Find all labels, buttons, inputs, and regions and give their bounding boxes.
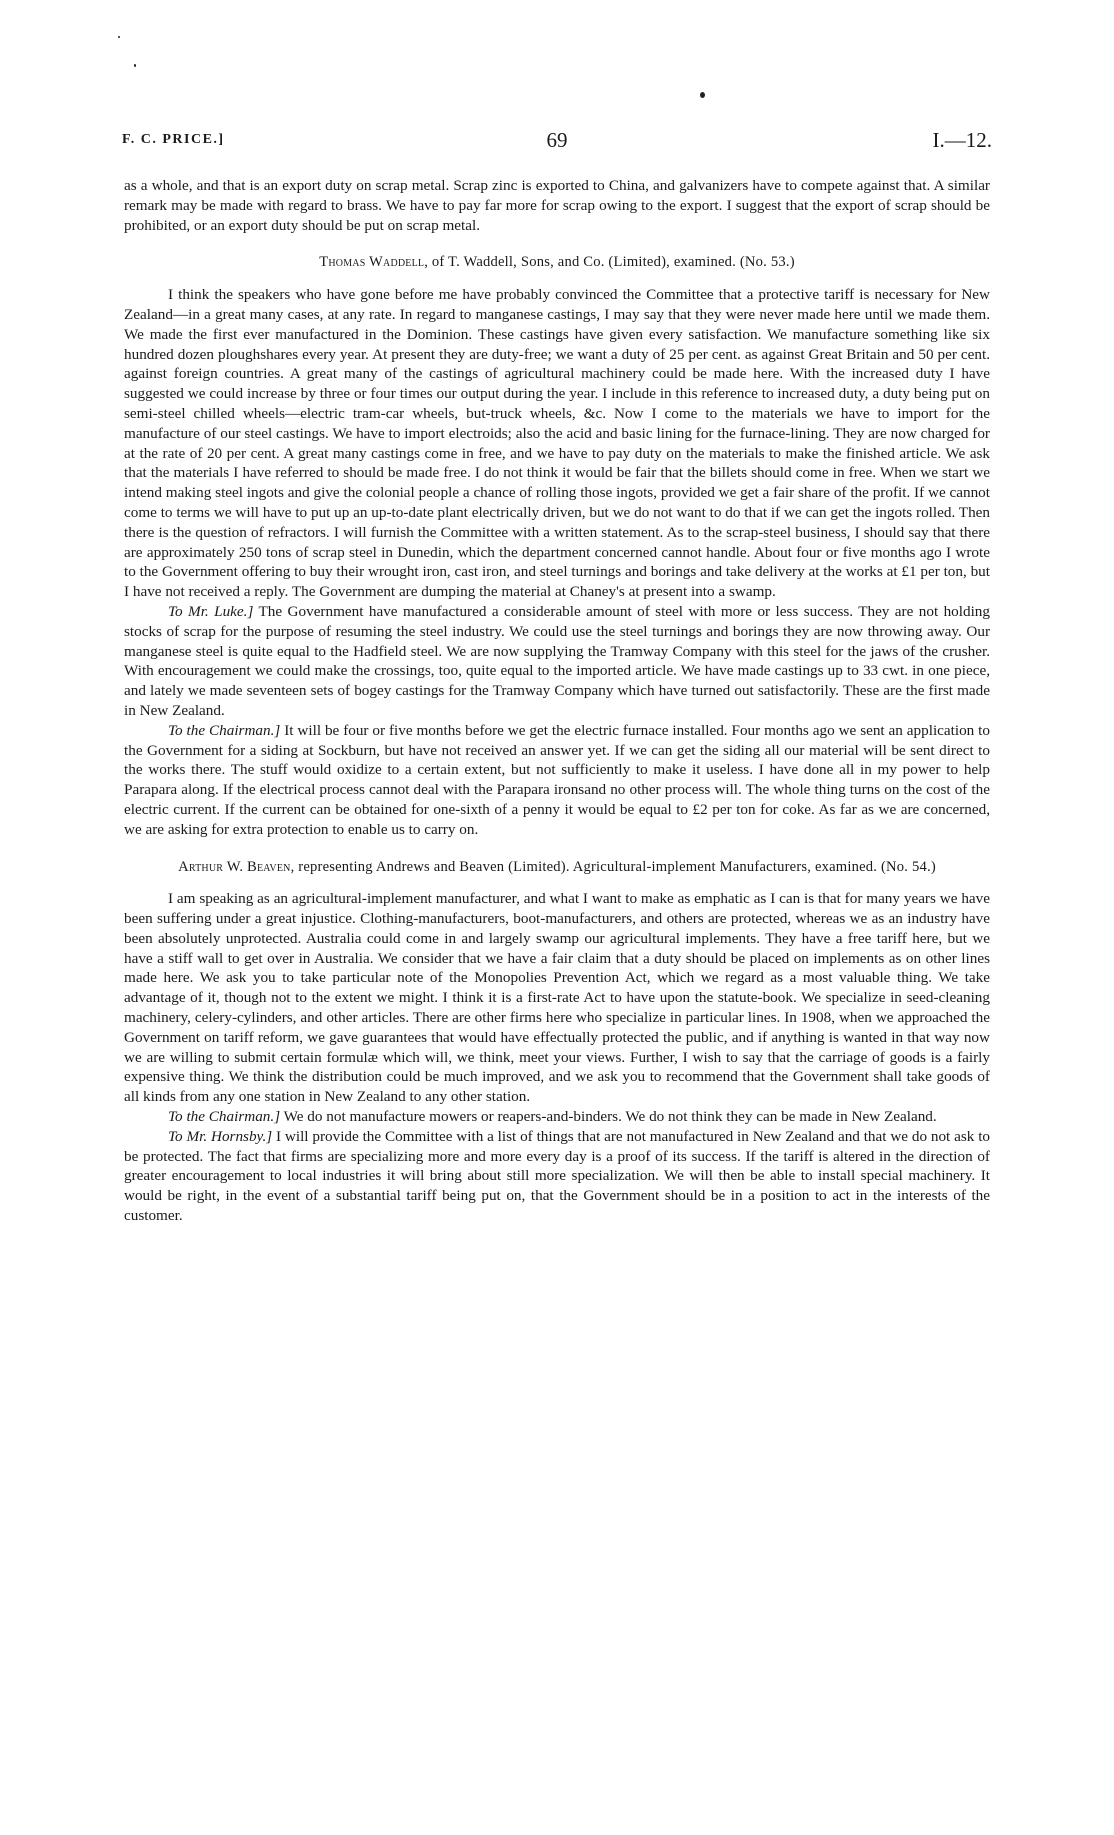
witness-details: , representing Andrews and Beaven (Limited). Agricultural-implement Manufacturers, examined. (No. 54.): [290, 858, 936, 875]
addressee: To the Chairman.]: [168, 721, 281, 739]
testimony-paragraph: [124, 1107, 990, 1127]
testimony-paragraph: [124, 721, 990, 840]
witness-name: Thomas Waddell: [319, 254, 425, 271]
paragraph-text: We do not manufacture mowers or reapers-and-binders. We do not think they can be made in New Zealand.: [280, 1108, 937, 1126]
page-number: 69: [546, 128, 568, 152]
paragraph-text: I think the speakers who have gone before me have probably convinced the Committee that a protective tariff is necessary for New Zealand—in a great many cases, at any rate. In regard to manganese castings, I may say that they were never made here until we made them. We made the first ever manufactured in the Dominion. These castings have given every satisfaction. We manufacture something like six hundred dozen ploughshares every year. At present they are duty-free; we want a duty of 25 per cent. as against Great Britain and 50 per cent. against foreign countries. A great many of the castings of agricultural machinery could be made here. With the increased duty I have suggested we could increase by three or four times our output during the year. I include in this reference to increased duty, a duty being put on semi-steel chilled wheels—electric tram-car wheels, but-truck wheels, &c. Now I come to the materials we have to import for the manufacture of our steel castings. We have to import electroids; also the acid and basic lining for the furnace-lining. They are now charged for at the rate of 20 per cent. A great many castings come in free, and we have to pay duty on the materials to make the finished article. We ask that the materials I have referred to should be made free. I do not think it would be fair that the billets should come in free. When we start we intend making steel ingots and give the colonial people a chance of rolling those ingots, provided we get a fair share of the profit. If we cannot come to terms we will have to put up an up-to-date plant electrically driven, but we do not want to do that if we can get the ingots rolled. Then there is the question of refractors. I will furnish the Committee with a written statement. As to the scrap-steel business, I should say that there are approximately 250 tons of scrap steel in Dunedin, which the department concerned cannot handle. About four or five months ago I wrote to the Government offering to buy their wrought iron, cast iron, and steel turnings and borings and take delivery at the works at £1 per ton, but I have not received a reply. The Government are dumping the material at Chaney's at present into a swamp.: [124, 286, 990, 601]
scan-speck: [134, 64, 136, 67]
intro-paragraph: as a whole, and that is an export duty on scrap metal. Scrap zinc is exported to China, and galvanizers have to compete against that. A similar remark may be made with regard to brass. We have to pay far more for scrap owing to the export. I suggest that the export of scrap should be prohibited, or an export duty should be put on scrap metal.: [124, 177, 990, 234]
addressee: To the Chairman.]: [168, 1108, 281, 1126]
paragraph-text: The Government have manufactured a considerable amount of steel with more or less success. They are not holding stocks of scrap for the purpose of resuming the steel industry. We could use the steel turnings and borings they are now throwing away. Our manganese steel is quite equal to the Hadfield steel. We are now supplying the Tramway Company with this steel for the jaws of the crusher. With encouragement we could make the crossings, too, quite equal to the imported article. We have made castings up to 33 cwt. in one piece, and lately we made seventeen sets of bogey castings for the Tramway Company which have turned out satisfactorily. These are the first made in New Zealand.: [124, 602, 990, 719]
testimony-paragraph: [124, 285, 990, 602]
page-header: [122, 128, 992, 158]
witness-name: Arthur W. Beaven: [178, 858, 291, 875]
paragraph-text: I am speaking as an agricultural-implement manufacturer, and what I want to make as emphatic as I can is that for many years we have been suffering under a great injustice. Clothing-manufacturers, boot-manufacturers, and others are protected, whereas we as an industry have been absolutely unprotected. Australia could come in and largely swamp our agricultural implements. They have a free tariff here, but we have a stiff wall to get over in Australia. We consider that we have a fair claim that a duty should be placed on implements as on other lines made here. We ask you to take particular note of the Monopolies Prevention Act, which we regard as a most valuable thing. We take advantage of it, though not to the extent we might. I think it is a first-rate Act to have upon the statute-book. We specialize in seed-cleaning machinery, celery-cylinders, and other articles. There are other firms here who specialize in particular lines. In 1908, when we approached the Government on tariff reform, we gave guarantees that would have effectually protected the public, and if anything is wanted in that way now we are willing to submit certain formulæ which will, we think, meet your views. Further, I wish to say that the carriage of goods is a fairly expensive thing. We think the distribution could be much improved, and we ask you to recommend that the Government shall take goods of all kinds from any one station in New Zealand to any other station.: [124, 890, 990, 1106]
paragraph-text: It will be four or five months before we get the electric furnace installed. Four months ago we sent an application to the Government for a siding at Sockburn, but have not received an answer yet. If we can get the siding all our material will be sent direct to the works there. The stuff would oxidize to a certain extent, but not sufficiently to make it useless. I have done all in my power to help Parapara along. If the electrical process cannot deal with the Parapara ironsand no other process will. The whole thing turns on the cost of the electric current. If the current can be obtained for one-sixth of a penny it would be equal to £2 per ton for coke. As far as we are concerned, we are asking for extra protection to enable us to carry on.: [124, 721, 990, 838]
document-reference: I.—12.: [932, 128, 992, 152]
paragraph-text: I will provide the Committee with a list of things that are not manufactured in New Zealand and that we do not ask to be protected. The fact that firms are specializing more and more every day is a proof of its success. If the tariff is altered in the direction of greater encouragement to local industries it will bring about still more specialization. We will then be able to install special machinery. It would be right, in the event of a substantial tariff being put on, that the Government should be in a position to act in the interests of the customer.: [124, 1127, 991, 1225]
scan-speck: [118, 36, 120, 38]
addressee: To Mr. Hornsby.]: [168, 1127, 273, 1145]
testimony-paragraph: [124, 1127, 990, 1226]
testimony-paragraph: [124, 602, 990, 721]
scan-speck: [700, 92, 705, 98]
addressee: To Mr. Luke.]: [168, 602, 254, 620]
witness-heading: [124, 253, 990, 273]
testimony-paragraph: [124, 889, 990, 1107]
witness-details: , of T. Waddell, Sons, and Co. (Limited), examined. (No. 53.): [424, 254, 795, 271]
witness-heading: [124, 858, 990, 878]
header-left: F. C. PRICE.]: [122, 132, 225, 147]
document-body: [124, 176, 990, 1226]
